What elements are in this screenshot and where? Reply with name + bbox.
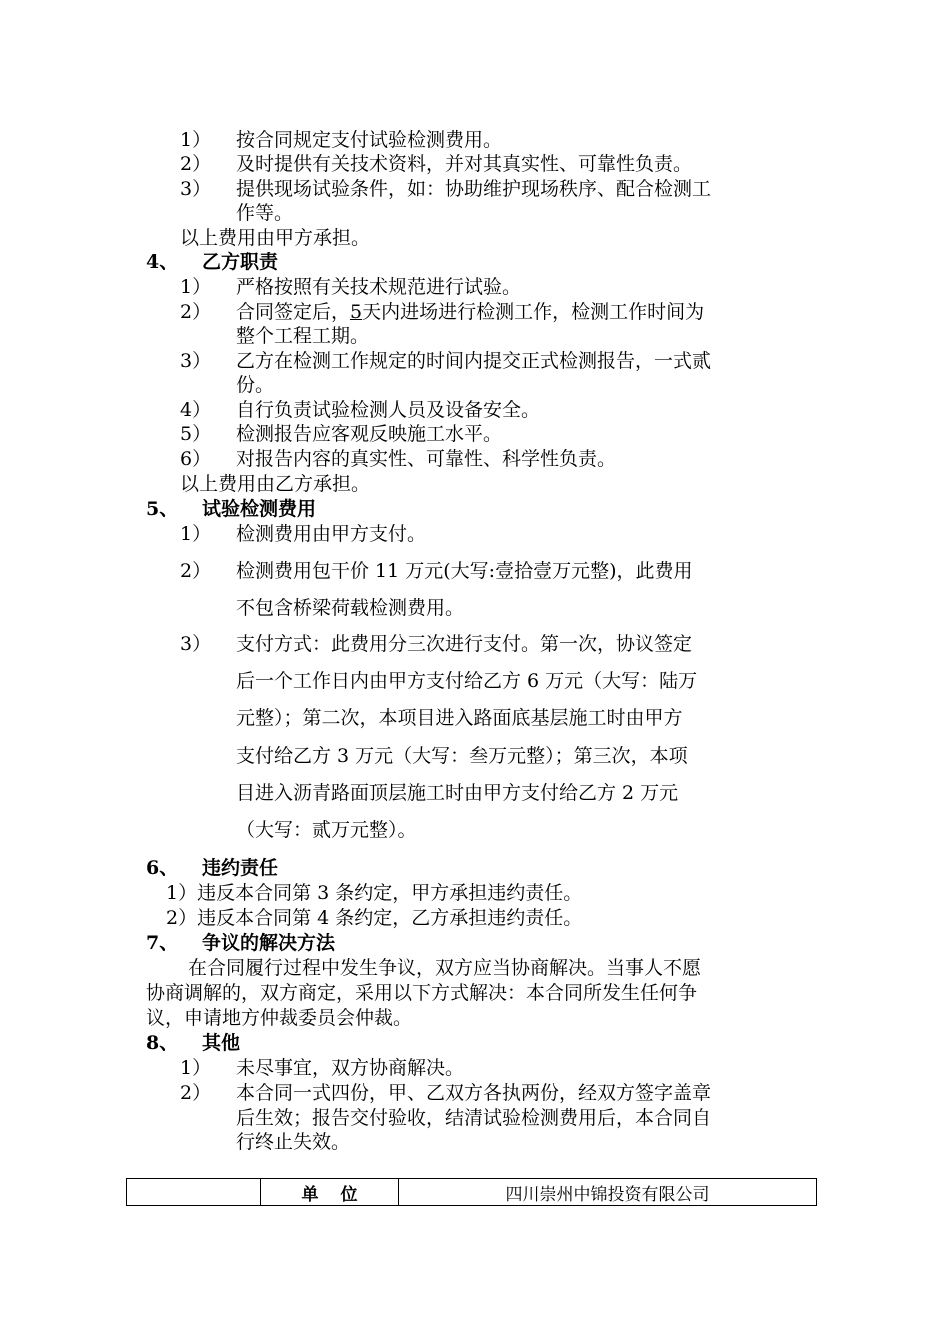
section-7-line-3: 议，申请地方仲裁委员会仲裁。	[146, 1007, 413, 1029]
section-5-item-1: 检测费用由甲方支付。	[236, 523, 427, 545]
item-number: 3）	[180, 178, 212, 200]
section-4-item-2-line-1: 合同签定后，5天内进场进行检测工作，检测工作时间为	[236, 301, 705, 323]
party-info-table	[126, 1178, 817, 1206]
section-4-item-2-line-2: 整个工程工期。	[236, 325, 370, 347]
section-5-number: 5、	[146, 498, 179, 520]
item-number: 1）	[180, 276, 212, 298]
item-number: 1）	[180, 1057, 212, 1079]
item-number: 2）	[180, 301, 212, 323]
section-5-item-2-line-1: 检测费用包干价 11 万元(大写:壹拾壹万元整)，此费用	[236, 560, 693, 582]
section-4-number: 4、	[146, 251, 179, 273]
item-number: 5）	[180, 423, 212, 445]
section-5-title: 试验检测费用	[202, 498, 317, 520]
section-4-item-4: 自行负责试验检测人员及设备安全。	[236, 399, 541, 421]
section-4-title: 乙方职责	[202, 251, 279, 273]
item-number: 2）	[180, 153, 212, 175]
section-4-item-5: 检测报告应客观反映施工水平。	[236, 423, 503, 445]
section-6-number: 6、	[146, 857, 179, 879]
section-4-item-1: 严格按照有关技术规范进行试验。	[236, 276, 522, 298]
section-8-title: 其他	[202, 1032, 241, 1054]
section-7-number: 7、	[146, 932, 179, 954]
section-4-item-6: 对报告内容的真实性、可靠性、科学性负责。	[236, 448, 617, 470]
section-8-item-2-line-3: 行终止失效。	[236, 1131, 351, 1153]
section-8-item-1: 未尽事宜，双方协商解决。	[236, 1057, 465, 1079]
section-7-line-1: 在合同履行过程中发生争议，双方应当协商解决。当事人不愿	[188, 957, 702, 979]
item-number: 4）	[180, 399, 212, 421]
company-name: 四川崇州中锦投资有限公司	[399, 1179, 817, 1206]
item-number: 1）	[180, 523, 212, 545]
item-number: 2）	[180, 1082, 212, 1104]
section-5-item-3-line-4: 支付给乙方 3 万元（大写：叁万元整）；第三次，本项	[236, 745, 688, 767]
section-7-line-2: 协商调解的，双方商定，采用以下方式解决：本合同所发生任何争	[146, 982, 698, 1004]
table-row	[127, 1179, 817, 1206]
unit-label: 单位	[261, 1179, 399, 1206]
section-8-item-2-line-1: 本合同一式四份，甲、乙双方各执两份，经双方签字盖章	[236, 1082, 712, 1104]
section-8-number: 8、	[146, 1032, 179, 1054]
section-5-item-3-line-3: 元整）；第二次，本项目进入路面底基层施工时由甲方	[236, 707, 683, 729]
obligation-a-item-3-line-2: 作等。	[236, 202, 294, 224]
section-6-item-1: 1）违反本合同第 3 条约定，甲方承担违约责任。	[166, 882, 583, 904]
obligation-a-item-2: 及时提供有关技术资料，并对其真实性、可靠性负责。	[236, 153, 693, 175]
section-5-item-3-line-2: 后一个工作日内由甲方支付给乙方 6 万元（大写：陆万	[236, 670, 698, 692]
item-number: 1）	[180, 129, 212, 151]
days-value: 5	[350, 301, 363, 323]
item-number: 3）	[180, 350, 212, 372]
section-6-item-2: 2）违反本合同第 4 条约定，乙方承担违约责任。	[166, 907, 583, 929]
section-5-item-3-line-6: （大写：贰万元整）。	[236, 819, 417, 841]
obligation-a-item-3-line-1: 提供现场试验条件，如：协助维护现场秩序、配合检测工	[236, 178, 712, 200]
section-4-note: 以上费用由乙方承担。	[180, 473, 371, 495]
section-8-item-2-line-2: 后生效；报告交付验收，结清试验检测费用后，本合同自	[236, 1107, 712, 1129]
section-4-item-3-line-1: 乙方在检测工作规定的时间内提交正式检测报告，一式贰	[236, 350, 712, 372]
section-4-item-3-line-2: 份。	[236, 374, 275, 396]
table-cell-empty	[127, 1179, 261, 1206]
section-7-title: 争议的解决方法	[202, 932, 336, 954]
obligation-a-note: 以上费用由甲方承担。	[180, 227, 371, 249]
item-number: 2）	[180, 560, 212, 582]
obligation-a-item-1: 按合同规定支付试验检测费用。	[236, 129, 503, 151]
section-6-title: 违约责任	[202, 857, 279, 879]
section-5-item-3-line-5: 目进入沥青路面顶层施工时由甲方支付给乙方 2 万元	[236, 782, 679, 804]
item-number: 3）	[180, 633, 212, 655]
section-5-item-2-line-2: 不包含桥梁荷载检测费用。	[236, 597, 465, 619]
item-number: 6）	[180, 448, 212, 470]
section-5-item-3-line-1: 支付方式：此费用分三次进行支付。第一次，协议签定	[236, 633, 693, 655]
